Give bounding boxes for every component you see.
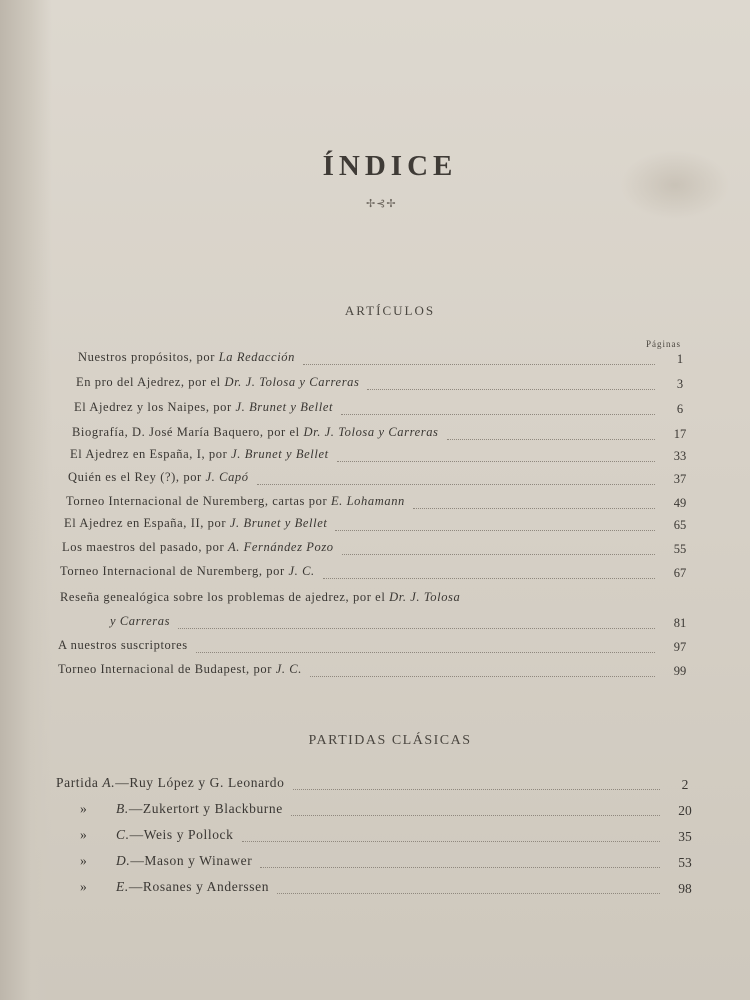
game-letter: A. — [102, 775, 116, 790]
page-number: 55 — [673, 542, 687, 556]
article-author: J. C. — [275, 662, 302, 676]
article-entry — [0, 638, 750, 662]
dot-leader — [293, 789, 660, 790]
article-title — [78, 350, 295, 365]
dot-leader — [291, 815, 660, 816]
article-entry — [0, 494, 750, 518]
article-author: Dr. J. Tolosa — [389, 590, 461, 604]
article-entry — [0, 470, 750, 494]
game-title — [80, 879, 269, 895]
article-text: Torneo Internacional de Nuremberg, cartas por — [66, 494, 331, 508]
article-entry — [0, 447, 750, 471]
article-author: J. Brunet y Bellet — [235, 400, 334, 414]
game-letter: C. — [116, 827, 130, 842]
article-text: A nuestros suscriptores — [58, 638, 188, 652]
article-text: Reseña genealógica sobre los problemas de ajedrez, por el — [60, 590, 390, 604]
article-entry — [0, 400, 750, 424]
article-author: E. Lohamann — [330, 494, 405, 508]
article-entry — [0, 590, 750, 614]
dot-leader — [323, 578, 655, 579]
game-players: —Rosanes y Anderssen — [128, 879, 270, 894]
dot-leader — [242, 841, 660, 842]
page-number: 3 — [676, 377, 684, 391]
game-title — [80, 827, 234, 843]
games-heading: PARTIDAS CLÁSICAS — [308, 733, 472, 748]
page-number: 97 — [673, 640, 687, 654]
article-author: y Carreras — [110, 614, 171, 628]
page-number: 98 — [678, 881, 692, 896]
article-author: Dr. J. Tolosa y Carreras — [303, 425, 439, 439]
dot-leader — [367, 389, 655, 390]
article-title — [74, 400, 333, 415]
article-author: J. Brunet y Bellet — [231, 447, 329, 461]
game-letter: B. — [116, 801, 129, 816]
game-title — [56, 775, 285, 791]
article-title — [64, 516, 327, 531]
page-number: 20 — [678, 803, 692, 818]
game-entry — [0, 775, 750, 799]
ditto-mark: » — [80, 879, 88, 894]
article-entry — [0, 516, 750, 540]
ditto-mark: » — [80, 853, 88, 868]
article-author: J. Brunet y Bellet — [229, 516, 328, 530]
article-entry — [0, 662, 750, 686]
article-title — [66, 494, 405, 509]
article-title — [72, 425, 439, 440]
article-author: J. Capó — [205, 470, 249, 484]
dot-leader — [260, 867, 660, 868]
article-text: Los maestros del pasado, por — [62, 540, 228, 554]
page-number: 81 — [673, 616, 687, 630]
page-number: 67 — [673, 566, 687, 580]
game-letter: D. — [116, 853, 131, 868]
article-title — [60, 590, 460, 605]
article-entry — [0, 614, 750, 638]
page-number: 2 — [681, 777, 689, 792]
page-number: 37 — [673, 472, 687, 486]
article-title — [58, 662, 302, 677]
pages-column-heading: Páginas — [646, 339, 681, 349]
dot-leader — [310, 676, 655, 677]
dot-leader — [335, 530, 655, 531]
page-number: 6 — [676, 402, 684, 416]
article-title — [110, 614, 170, 629]
page-number: 49 — [673, 496, 687, 510]
article-text: Quién es el Rey (?), por — [68, 470, 206, 484]
article-text: En pro del Ajedrez, por el — [76, 375, 225, 389]
article-text: Nuestros propósitos, por — [78, 350, 219, 364]
dot-leader — [178, 628, 655, 629]
page-number: 35 — [678, 829, 692, 844]
dot-leader — [341, 414, 655, 415]
game-entry — [0, 853, 750, 877]
article-text: El Ajedrez en España, II, por — [64, 516, 230, 530]
dot-leader — [413, 508, 655, 509]
game-entry — [0, 879, 750, 903]
dot-leader — [277, 893, 660, 894]
article-text: El Ajedrez en España, I, por — [70, 447, 232, 461]
article-text: Torneo Internacional de Nuremberg, por — [60, 564, 289, 578]
article-title — [76, 375, 359, 390]
page-number: 33 — [673, 449, 687, 463]
article-author: J. C. — [288, 564, 315, 578]
page-number: 53 — [678, 855, 692, 870]
page-number: 17 — [673, 427, 687, 441]
article-title — [68, 470, 249, 485]
dot-leader — [257, 484, 655, 485]
article-author: La Redacción — [218, 350, 295, 364]
game-title — [80, 853, 252, 869]
article-title — [60, 564, 315, 579]
game-players: —Mason y Winawer — [130, 853, 253, 868]
game-players: —Zukertort y Blackburne — [128, 801, 283, 816]
article-title — [70, 447, 329, 462]
game-players: —Ruy López y G. Leonardo — [115, 775, 285, 790]
dot-leader — [337, 461, 655, 462]
article-entry — [0, 350, 750, 374]
article-entry — [0, 425, 750, 449]
article-entry — [0, 540, 750, 564]
title-ornament: ✢⊰✢ — [366, 198, 397, 210]
article-author: Dr. J. Tolosa y Carreras — [224, 375, 360, 389]
article-text: El Ajedrez y los Naipes, por — [74, 400, 236, 414]
page-title: ÍNDICE — [322, 150, 458, 182]
page-number: 65 — [673, 518, 687, 532]
page-number: 99 — [673, 664, 687, 678]
dot-leader — [342, 554, 655, 555]
article-entry — [0, 564, 750, 588]
game-players: —Weis y Pollock — [129, 827, 234, 842]
dot-leader — [447, 439, 655, 440]
article-text: Biografía, D. José María Baquero, por el — [72, 425, 304, 439]
game-entry — [0, 801, 750, 825]
dot-leader — [303, 364, 655, 365]
article-entry — [0, 375, 750, 399]
article-title — [62, 540, 334, 555]
article-author: A. Fernández Pozo — [227, 540, 334, 554]
game-prefix: Partida — [56, 775, 103, 790]
article-text: Torneo Internacional de Budapest, por — [58, 662, 276, 676]
game-letter: E. — [116, 879, 129, 894]
articles-heading: ARTÍCULOS — [344, 303, 436, 318]
game-title — [80, 801, 283, 817]
game-entry — [0, 827, 750, 851]
ditto-mark: » — [80, 801, 88, 816]
page-number: 1 — [676, 352, 684, 366]
article-title — [58, 638, 188, 653]
dot-leader — [196, 652, 655, 653]
ditto-mark: » — [80, 827, 88, 842]
